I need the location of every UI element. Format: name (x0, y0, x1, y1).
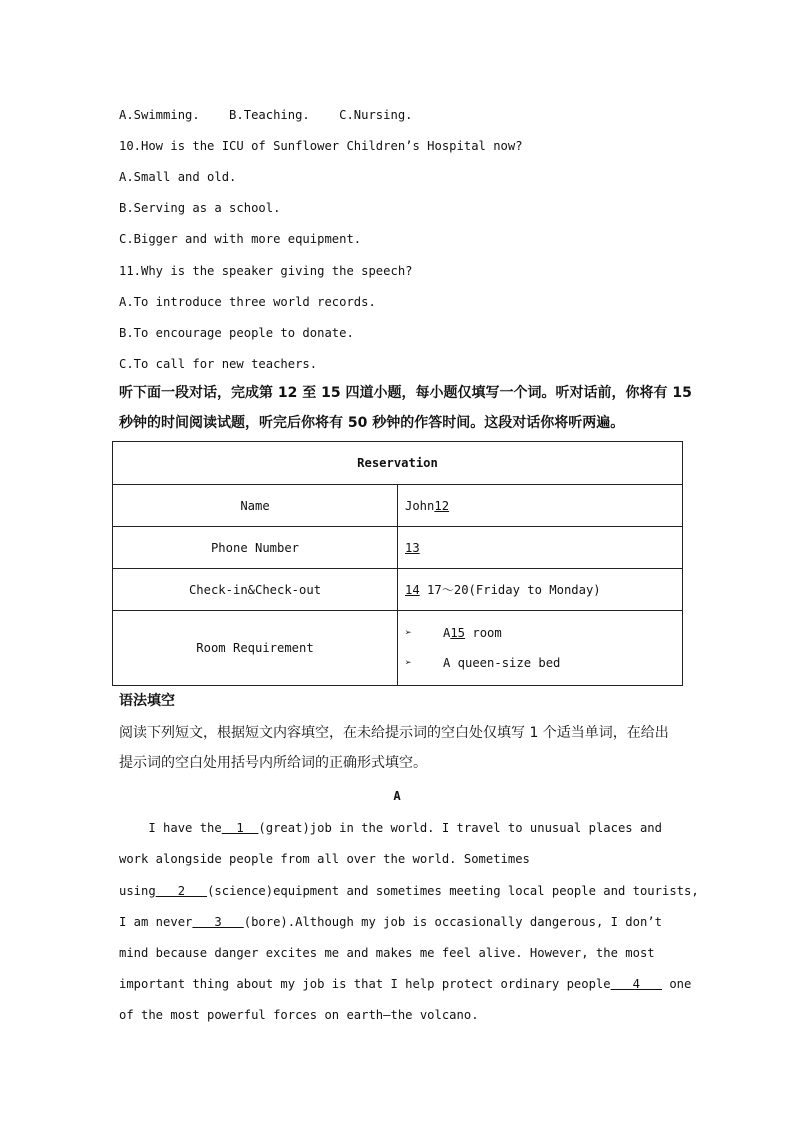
passage-line-3 (119, 883, 699, 899)
blank-15: 15 (450, 626, 466, 640)
passage-line-7: of the most powerful forces on earth—the volcano. (119, 1008, 479, 1022)
room-item-1 (405, 618, 682, 648)
passage-line-5: mind because danger excites me and makes me feel alive. However, the most (119, 946, 655, 960)
table-row (113, 527, 683, 569)
room-item-1-prefix: A (443, 626, 451, 640)
listening-instruction-line1: 听下面一段对话，完成第 12 至 15 四道小题，每小题仅填写一个词。听对话前，你将有 15 (119, 385, 692, 401)
blank-4: 4 (610, 977, 662, 991)
passage-text: I have the (119, 821, 222, 835)
check-dates: 17～20(Friday to Monday) (419, 583, 601, 597)
blank-14: 14 (405, 583, 420, 597)
passage-text: using (119, 884, 156, 898)
table-row (113, 611, 683, 686)
section-title: A (393, 789, 401, 803)
room-item-2 (405, 648, 682, 678)
passage-text: I am never (119, 915, 193, 929)
q11-option-a: A.To introduce three world records. (119, 295, 376, 309)
q11-option-c: C.To call for new teachers. (119, 357, 318, 371)
phone-value (398, 527, 683, 569)
passage-text: (great)job in the world. I travel to unusual places and (258, 821, 662, 835)
passage-text: important thing about my job is that I help protect ordinary people (119, 977, 611, 991)
passage-line-2: work alongside people from all over the world. Sometimes (119, 852, 530, 866)
room-item-1-suffix: room (465, 626, 502, 640)
q11-option-b: B.To encourage people to donate. (119, 326, 354, 340)
room-label: Room Requirement (113, 611, 398, 686)
q10-option-c: C.Bigger and with more equipment. (119, 232, 362, 246)
check-value (398, 569, 683, 611)
name-label: Name (113, 485, 398, 527)
name-prefix: John (405, 498, 435, 513)
blank-12: 12 (434, 498, 450, 513)
blank-3: 3 (192, 915, 244, 929)
arrow-bullet-icon: ➢ (405, 626, 412, 639)
table-row (113, 569, 683, 611)
passage-text: (bore).Although my job is occasionally dangerous, I don’t (243, 915, 662, 929)
q9-options: A.Swimming. B.Teaching. C.Nursing. (119, 108, 413, 122)
name-value (398, 485, 683, 527)
q10-option-b: B.Serving as a school. (119, 201, 281, 215)
room-item-2-text: A queen-size bed (443, 656, 561, 670)
blank-13: 13 (405, 540, 420, 555)
q11-question: 11.Why is the speaker giving the speech? (119, 264, 413, 278)
check-label: Check-in&Check-out (113, 569, 398, 611)
q10-question: 10.How is the ICU of Sunflower Children’s Hospital now? (119, 139, 523, 153)
grammar-heading: 语法填空 (119, 693, 175, 709)
table-row (113, 485, 683, 527)
passage-line-6 (119, 976, 691, 992)
passage-text: one (662, 977, 692, 991)
listening-instruction-line2: 秒钟的时间阅读试题，听完后你将有 50 秒钟的作答时间。这段对话你将听两遍。 (119, 415, 625, 431)
reservation-table (112, 441, 683, 686)
arrow-bullet-icon: ➢ (405, 656, 412, 669)
passage-text: (science)equipment and sometimes meeting local people and tourists, (207, 884, 699, 898)
passage-line-4 (119, 914, 662, 930)
phone-label: Phone Number (113, 527, 398, 569)
blank-2: 2 (155, 884, 208, 898)
q10-option-a: A.Small and old. (119, 170, 237, 184)
grammar-instruction-line2: 提示词的空白处用括号内所给词的正确形式填空。 (119, 755, 427, 771)
table-title: Reservation (113, 442, 683, 485)
blank-1: 1 (221, 821, 259, 835)
table-title-row (113, 442, 683, 485)
passage-line-1 (119, 820, 662, 836)
room-value (398, 611, 683, 686)
grammar-instruction-line1: 阅读下列短文，根据短文内容填空，在未给提示词的空白处仅填写 1 个适当单词，在给出 (119, 725, 669, 741)
